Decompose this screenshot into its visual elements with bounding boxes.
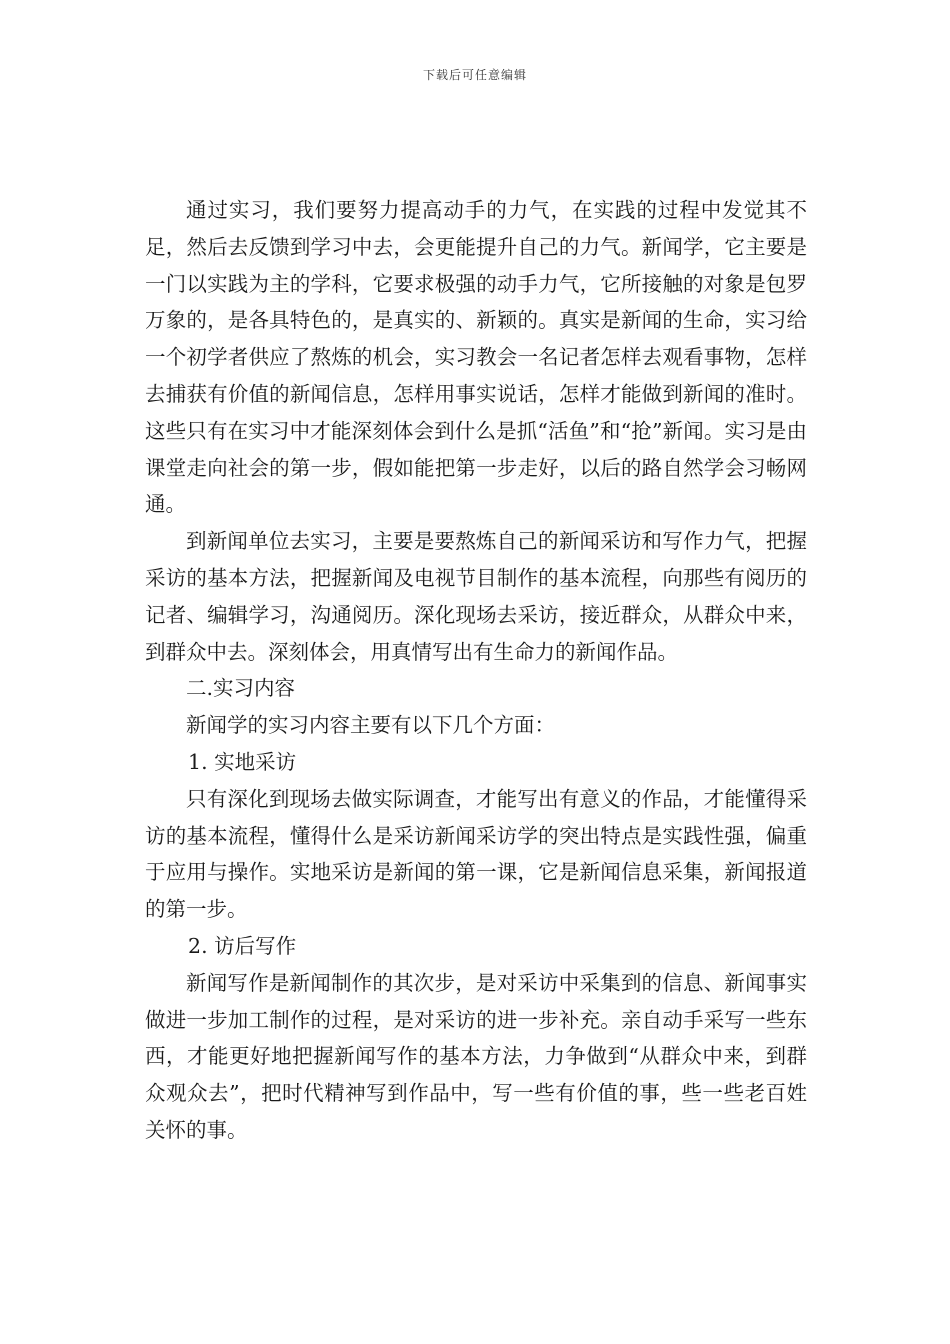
subheading-field-interview: 1. 实地采访	[188, 749, 297, 774]
paragraph-content-intro: 新闻学的实习内容主要有以下几个方面：	[186, 713, 555, 738]
document-body	[145, 192, 807, 1149]
paragraph-post-interview-writing: 新闻写作是新闻制作的其次步，是对采访中采集到的信息、新闻事实做进一步加工制作的过程，是对采访的进一步补充。亲自动手采写一些东西，才能更好地把握新闻写作的基本方法，力争做到“从群众中来，到群众观众去”，把时代精神写到作品中，写一些有价值的事，些一些老百姓关怀的事。	[145, 970, 807, 1142]
section-heading-content: 二.实习内容	[186, 676, 296, 701]
subheading-post-interview-writing: 2. 访后写作	[188, 933, 297, 958]
paragraph-intro: 通过实习，我们要努力提高动手的力气，在实践的过程中发觉其不足，然后去反馈到学习中去，会更能提升自己的力气。新闻学，它主要是一门以实践为主的学科，它要求极强的动手力气，它所接触的对象是包罗万象的，是各具特色的，是真实的、新颖的。真实是新闻的生命，实习给一个初学者供应了熬炼的机会，实习教会一名记者怎样去观看事物，怎样去捕获有价值的新闻信息，怎样用事实说话，怎样才能做到新闻的准时。这些只有在实习中才能深刻体会到什么是抓“活鱼”和“抢”新闻。实习是由课堂走向社会的第一步，假如能把第一步走好，以后的路自然学会习畅网通。	[145, 198, 807, 517]
paragraph-field-interview: 只有深化到现场去做实际调查，才能写出有意义的作品，才能懂得采访的基本流程，懂得什么是采访新闻采访学的突出特点是实践性强，偏重于应用与操作。实地采访是新闻的第一课，它是新闻信息采集，新闻报道的第一步。	[145, 786, 807, 922]
page-header: 下载后可任意编辑	[422, 68, 527, 82]
paragraph-internship-purpose: 到新闻单位去实习，主要是要熬炼自己的新闻采访和写作力气，把握采访的基本方法，把握新闻及电视节目制作的基本流程，向那些有阅历的记者、编辑学习，沟通阅历。深化现场去采访，接近群众，从群众中来，到群众中去。深刻体会，用真情写出有生命力的新闻作品。	[145, 529, 807, 664]
